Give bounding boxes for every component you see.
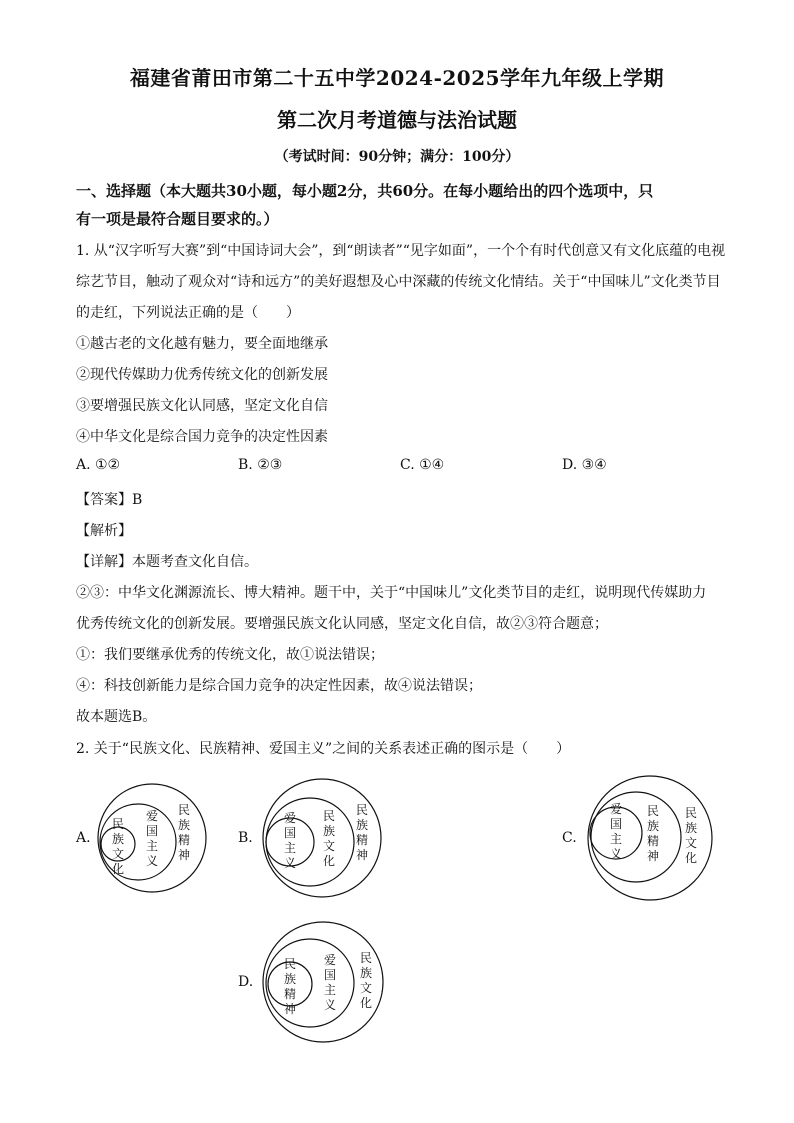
- q1-analysis-label: 【解析】: [76, 523, 132, 539]
- diagram-c-inner-label: 爱国主义: [609, 802, 623, 861]
- q1-stem-line2: 综艺节目，触动了观众对“诗和远方”的美好遐想及心中深藏的传统文化情结。关于“中国味儿”文化类节目: [76, 274, 721, 290]
- q1-stem-line3: 的走红，下列说法正确的是（ ）: [76, 305, 300, 321]
- section-heading-line2: 有一项是最符合题目要求的。）: [76, 210, 279, 228]
- q1-explanation-4: 故本题选B。: [76, 709, 157, 725]
- q1-statement-4: ④中华文化是综合国力竞争的决定性因素: [76, 429, 328, 445]
- q1-option-b: B. ②③: [238, 457, 283, 473]
- diagram-d-inner-label: 民族精神: [283, 957, 297, 1016]
- q2-diagram-d: [260, 918, 386, 1046]
- q2-option-a-label: A.: [76, 830, 91, 846]
- q1-answer: 【答案】B: [76, 492, 143, 508]
- diagram-b-outer-label: 民族精神: [355, 803, 369, 862]
- q1-option-a: A. ①②: [76, 457, 121, 473]
- diagram-a-outer-label: 民族精神: [177, 803, 191, 862]
- q2-diagram-c: [584, 773, 716, 903]
- q1-option-d: D. ③④: [562, 457, 607, 473]
- diagram-d-middle-label: 爱国主义: [323, 953, 337, 1012]
- exam-subtitle: 第二次月考道德与法治试题: [277, 108, 517, 132]
- exam-title: 福建省莆田市第二十五中学2024-2025学年九年级上学期: [129, 66, 665, 90]
- diagram-d-outer-label: 民族文化: [359, 951, 373, 1010]
- diagram-c-outer-label: 民族文化: [684, 806, 698, 865]
- q1-detail: 【详解】本题考查文化自信。: [76, 554, 258, 570]
- diagram-a-middle-label: 爱国主义: [145, 809, 159, 868]
- q2-diagram-a: [94, 780, 210, 896]
- diagram-b-middle-label: 民族文化: [322, 809, 336, 868]
- q2-option-d-label: D.: [238, 974, 254, 990]
- q1-explanation-2: ①：我们要继承优秀的传统文化，故①说法错误；: [76, 647, 384, 663]
- q1-statement-2: ②现代传媒助力优秀传统文化的创新发展: [76, 367, 328, 383]
- q1-explanation-1b: 优秀传统文化的创新发展。要增强民族文化认同感，坚定文化自信，故②③符合题意；: [76, 616, 608, 632]
- section-heading-line1: 一、选择题（本大题共30小题，每小题2分，共60分。在每小题给出的四个选项中，只: [76, 182, 654, 200]
- q1-option-c: C. ①④: [400, 457, 445, 473]
- q1-statement-1: ①越古老的文化越有魅力，要全面地继承: [76, 336, 328, 352]
- diagram-a-inner-label: 民族文化: [111, 817, 125, 876]
- q1-explanation-1a: ②③：中华文化渊源流长、博大精神。题干中，关于“中国味儿”文化类节目的走红，说明现代传媒助力: [76, 585, 707, 601]
- diagram-b-inner-label: 爱国主义: [283, 811, 297, 870]
- q2-diagram-b: [258, 776, 386, 900]
- q1-statement-3: ③要增强民族文化认同感，坚定文化自信: [76, 398, 328, 414]
- q2-stem: 2. 关于“民族文化、民族精神、爱国主义”之间的关系表述正确的图示是（ ）: [76, 741, 571, 757]
- exam-info: （考试时间：90分钟；满分：100分）: [274, 149, 520, 165]
- q2-option-b-label: B.: [238, 830, 253, 846]
- q1-stem-line1: 1. 从“汉字听写大赛”到“中国诗词大会”，到“朗读者”“见字如面”，一个个有时代创意又有文化底蕴的电视: [76, 243, 726, 259]
- q2-option-c-label: C.: [562, 830, 577, 846]
- diagram-c-middle-label: 民族精神: [646, 804, 660, 863]
- q1-explanation-3: ④：科技创新能力是综合国力竞争的决定性因素，故④说法错误；: [76, 678, 482, 694]
